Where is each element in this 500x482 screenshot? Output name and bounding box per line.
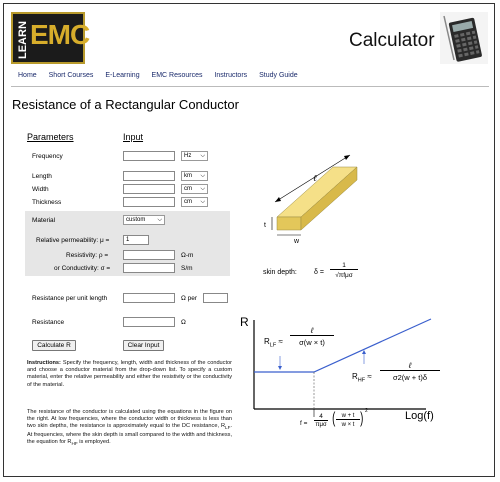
knee-paren-numerator: w + t	[336, 413, 360, 420]
length-input[interactable]	[123, 171, 175, 181]
method-text: The resistance of the conductor is calculated using the equations in the figure on the right. At low frequencies, where the conductor width or thickness is less than two skin depths, the resistance is approximately equal to the DC resistance, $R_{LF}$. At frequencies, where the skin depth is small compared to the width and thickness, the equation for $R_{HF}$ is employed.	[27, 409, 232, 447]
nav-divider	[11, 86, 489, 87]
learnemc-logo[interactable]	[11, 12, 90, 64]
length-unit-select[interactable]: km ⌵	[181, 171, 208, 181]
length-symbol: ℓ	[313, 174, 317, 184]
permeability-label: Relative permeability: μ =	[36, 237, 110, 244]
width-label: Width	[32, 186, 49, 193]
chevron-down-icon: ⌵	[200, 199, 205, 205]
length-label: Length	[32, 173, 52, 180]
thickness-unit-select[interactable]: cm ⌵	[181, 197, 208, 207]
frequency-unit-select[interactable]: Hz ⌵	[181, 151, 208, 161]
width-symbol: w	[294, 238, 300, 245]
nav-study-guide[interactable]: Study Guide	[259, 72, 298, 79]
nav-home[interactable]: Home	[18, 72, 37, 79]
learn-vertical-text	[15, 17, 29, 61]
knee-numerator: 4	[314, 413, 328, 421]
rhf-numerator: ℓ	[380, 361, 440, 371]
knee-denominator: πμσ	[315, 422, 327, 428]
resistivity-unit: Ω-m	[181, 252, 194, 259]
conductivity-input[interactable]	[123, 263, 175, 273]
rlf-numerator: ℓ	[290, 326, 334, 336]
calculate-button[interactable]: Calculate R	[32, 340, 76, 351]
nav-e-learning[interactable]: E-Learning	[105, 72, 140, 79]
resistance-per-length-unit: Ω per	[181, 295, 198, 302]
resistance-output[interactable]	[123, 317, 175, 327]
material-select[interactable]: custom ⌵	[123, 215, 165, 225]
chevron-down-icon: ⌵	[200, 153, 205, 159]
conductivity-label: or Conductivity: σ =	[54, 265, 111, 272]
rhf-denominator: σ2(w + t)δ	[392, 373, 428, 382]
thickness-symbol: t	[264, 222, 266, 229]
thickness-input[interactable]	[123, 197, 175, 207]
resistivity-label: Resistivity: ρ =	[66, 252, 109, 259]
knee-exponent: 2	[365, 408, 368, 414]
nav-emc-resources[interactable]: EMC Resources	[151, 72, 203, 79]
rlf-formula-label: $R_{LF}$ ≈	[264, 337, 283, 349]
chevron-down-icon: ⌵	[200, 186, 205, 192]
per-length-unit-input[interactable]	[203, 293, 228, 303]
clear-input-button[interactable]: Clear Input	[123, 340, 164, 351]
thickness-label: Thickness	[32, 199, 62, 206]
plot-x-axis-label: Log(f)	[405, 410, 434, 422]
nav-instructors[interactable]: Instructors	[214, 72, 248, 79]
emc-logo-text: EMC	[30, 19, 90, 50]
instructions-text: Instructions: Specify the frequency, length, width and thickness of the conductor and choose a conductor material from the drop-down list. To specify a custom material, enter the relative permeability and either the resistivity or the conductivity of the material.	[27, 360, 232, 388]
resistance-plot	[236, 312, 456, 472]
chevron-down-icon: ⌵	[157, 217, 162, 223]
resistance-per-length-label: Resistance per unit length	[32, 295, 108, 302]
resistance-unit: Ω	[181, 319, 186, 326]
svg-text:LEARN: LEARN	[17, 21, 29, 59]
permeability-input[interactable]: 1	[123, 235, 149, 245]
calculator-icon	[440, 12, 488, 64]
width-input[interactable]	[123, 184, 175, 194]
page-title: Resistance of a Rectangular Conductor	[12, 97, 239, 112]
conductor-front-face	[277, 217, 301, 230]
width-unit-select[interactable]: cm ⌵	[181, 184, 208, 194]
resistivity-input[interactable]	[123, 250, 175, 260]
conductor-figure	[255, 150, 365, 245]
header-title: Calculator	[349, 30, 435, 51]
right-paren: )	[360, 410, 364, 427]
resistance-label: Resistance	[32, 319, 65, 326]
left-paren: (	[332, 410, 336, 427]
nav-short-courses[interactable]: Short Courses	[48, 72, 94, 79]
plot-y-axis-label: R	[240, 315, 249, 329]
material-label: Material	[32, 217, 56, 224]
knee-frequency-prefix: f =	[300, 420, 308, 427]
skin-depth-numerator: 1	[330, 262, 358, 270]
frequency-input[interactable]	[123, 151, 175, 161]
main-nav	[18, 72, 308, 79]
rlf-denominator: σ(w × t)	[299, 338, 325, 347]
frequency-label: Frequency	[32, 153, 63, 160]
conductivity-unit: S/m	[181, 265, 193, 272]
input-heading: Input	[123, 132, 144, 142]
chevron-down-icon: ⌵	[200, 173, 205, 179]
skin-depth-delta: δ =	[314, 269, 324, 276]
knee-paren-denominator: w × t	[341, 422, 355, 428]
parameters-heading: Parameters	[27, 132, 74, 142]
skin-depth-denominator: √πfμσ	[335, 272, 353, 279]
skin-depth-label: skin depth:	[263, 269, 297, 276]
resistance-per-length-output[interactable]	[123, 293, 175, 303]
rhf-formula-label: $R_{HF}$ ≈	[352, 372, 372, 384]
